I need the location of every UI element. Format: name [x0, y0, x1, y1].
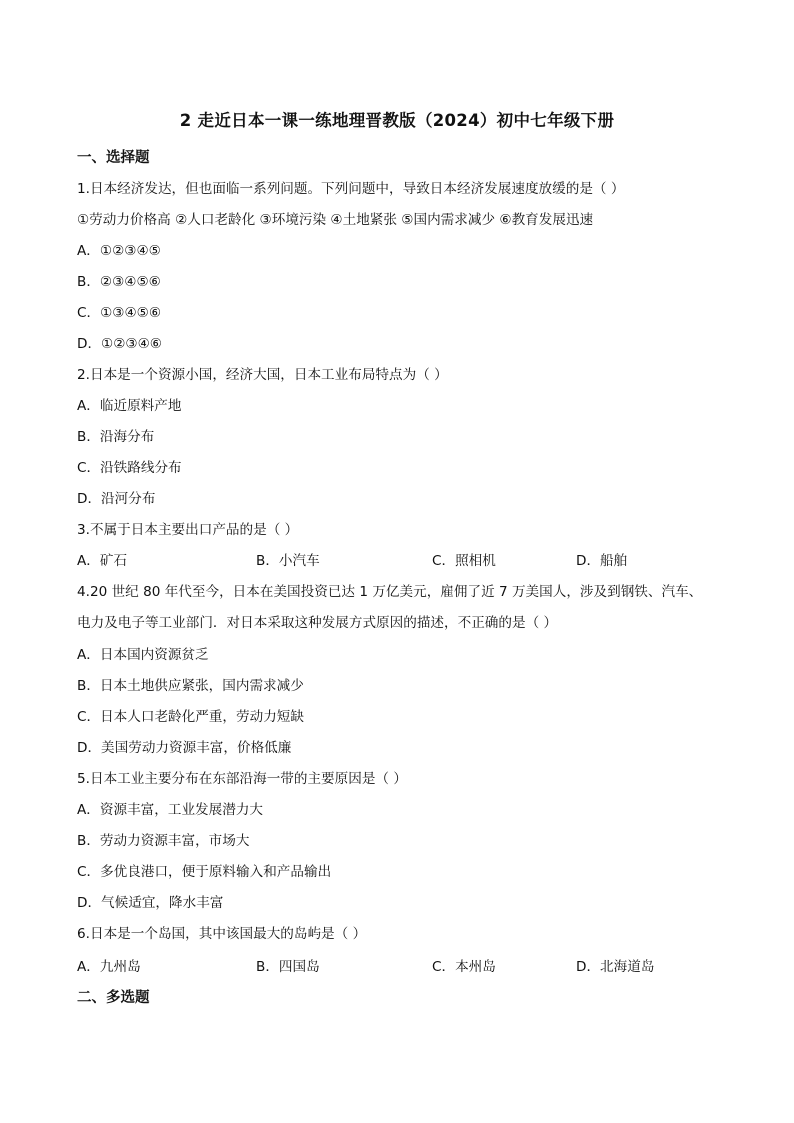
question-4-option-a: A．日本国内资源贫乏: [77, 647, 209, 663]
question-6-stem: 6.日本是一个岛国，其中该国最大的岛屿是（ ）: [77, 926, 367, 942]
question-1-option-b: B．②③④⑤⑥: [77, 274, 161, 290]
question-3-option-a: A．矿石: [77, 553, 128, 569]
question-6-option-c: C．本州岛: [432, 959, 496, 975]
question-5-option-c: C．多优良港口，便于原料输入和产品输出: [77, 864, 332, 880]
question-2-option-c: C．沿铁路线分布: [77, 460, 182, 476]
page-title: 2 走近日本一课一练地理晋教版（2024）初中七年级下册: [179, 111, 615, 130]
question-6-option-d: D．北海道岛: [576, 959, 655, 975]
question-4-option-c: C．日本人口老龄化严重，劳动力短缺: [77, 709, 304, 725]
section-heading-multiple-choice: 二、多选题: [77, 990, 150, 1006]
question-4-stem-line-2: 电力及电子等工业部门．对日本采取这种发展方式原因的描述，不正确的是（ ）: [77, 615, 558, 631]
question-1-stem: 1.日本经济发达，但也面临一系列问题。下列问题中，导致日本经济发展速度放缓的是（ ）: [77, 181, 625, 197]
question-1-option-a: A．①②③④⑤: [77, 243, 161, 259]
question-3-option-c: C．照相机: [432, 553, 496, 569]
question-3-option-b: B．小汽车: [256, 553, 320, 569]
question-1-option-c: C．①③④⑤⑥: [77, 305, 162, 321]
question-2-option-a: A．临近原料产地: [77, 398, 182, 414]
question-4-option-b: B．日本土地供应紧张，国内需求减少: [77, 678, 304, 694]
question-2-option-b: B．沿海分布: [77, 429, 155, 445]
question-6-option-b: B．四国岛: [256, 959, 320, 975]
question-2-stem: 2.日本是一个资源小国，经济大国，日本工业布局特点为（ ）: [77, 367, 448, 383]
question-6-options: [77, 955, 737, 973]
question-1-items: ①劳动力价格高 ②人口老龄化 ③环境污染 ④土地紧张 ⑤国内需求减少 ⑥教育发展迅速: [77, 212, 594, 228]
section-heading-single-choice: 一、选择题: [77, 150, 150, 166]
question-1-option-d: D．①②③④⑥: [77, 336, 162, 352]
question-5-option-b: B．劳动力资源丰富，市场大: [77, 833, 250, 849]
question-3-stem: 3.不属于日本主要出口产品的是（ ）: [77, 522, 299, 538]
question-5-option-d: D．气候适宜，降水丰富: [77, 895, 224, 911]
question-3-option-d: D．船舶: [576, 553, 628, 569]
question-5-option-a: A．资源丰富，工业发展潜力大: [77, 802, 264, 818]
question-2-option-d: D．沿河分布: [77, 491, 156, 507]
question-4-stem-line-1: 4.20 世纪 80 年代至今，日本在美国投资已达 1 万亿美元，雇佣了近 7 万美国人，涉及到钢铁、汽车、: [77, 584, 703, 600]
question-5-stem: 5.日本工业主要分布在东部沿海一带的主要原因是（ ）: [77, 771, 407, 787]
question-6-option-a: A．九州岛: [77, 959, 141, 975]
question-4-option-d: D．美国劳动力资源丰富，价格低廉: [77, 740, 292, 756]
question-3-options: [77, 549, 737, 567]
